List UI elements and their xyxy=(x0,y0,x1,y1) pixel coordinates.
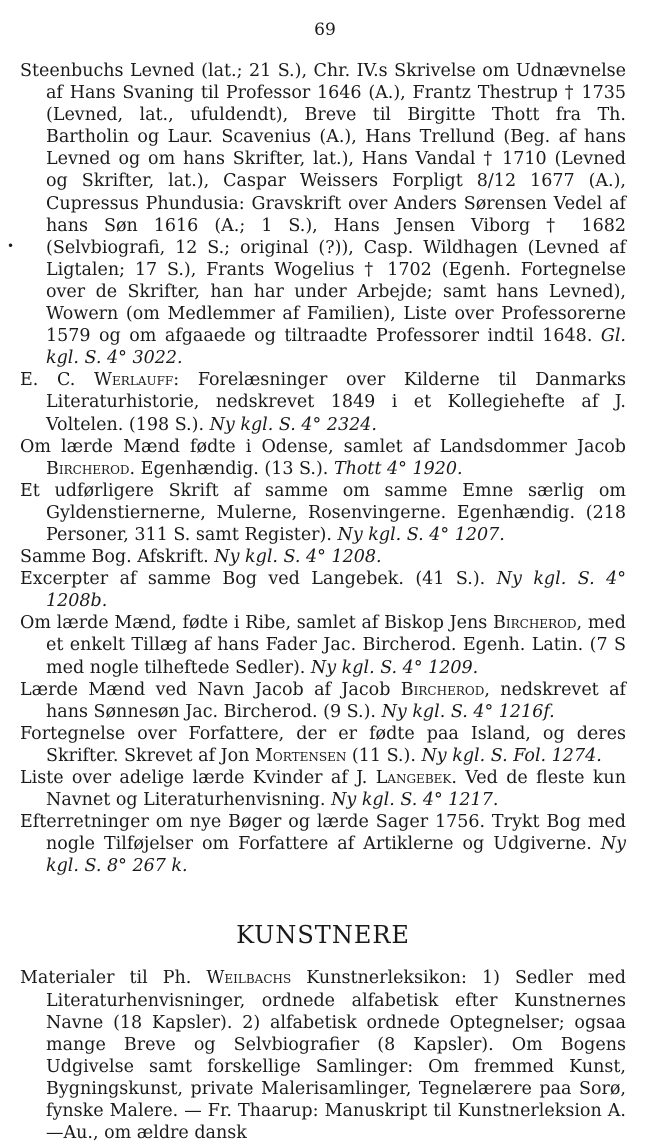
shelfmark: Ny kgl. S. 4° 1209. xyxy=(310,657,479,678)
author-name: Bircherod xyxy=(400,679,485,700)
entry-list xyxy=(20,60,626,877)
shelfmark: Ny kgl. S. 4° 2324. xyxy=(209,414,377,435)
catalog-entry xyxy=(20,767,626,811)
author-name: Werlauff xyxy=(94,370,174,391)
entry-text: , nedskrevet af hans Sønnesøn Jac. Bircherod. (9 S.). xyxy=(46,679,627,722)
shelfmark: Ny kgl. S. 8° 267 k. xyxy=(46,834,626,877)
author-name: Mortensen xyxy=(255,745,347,766)
author-name: Bircherod xyxy=(46,458,130,479)
entry-text: Samme Bog. Afskrift. xyxy=(20,547,215,568)
entry-text: , med et enkelt Tillæg af hans Fader Jac. Bircherod. Egenh. Latin. (7 S med nogle tilheftede Sedler). xyxy=(46,613,626,678)
entry-text: (11 S.). xyxy=(346,745,422,766)
shelfmark: Ny kgl. S. 4° 1208b. xyxy=(46,569,627,612)
margin-bullet: • xyxy=(7,239,15,253)
catalog-entry xyxy=(20,568,626,612)
author-name: Langebek xyxy=(375,768,452,788)
author-name: Bircherod xyxy=(493,613,577,634)
catalog-entry xyxy=(20,679,626,723)
catalog-entry xyxy=(20,612,626,678)
section-entry xyxy=(20,967,626,1144)
catalog-entry xyxy=(20,546,626,568)
shelfmark: Ny kgl. S. 4° 1208. xyxy=(214,547,382,568)
shelfmark: Gl. kgl. S. 4° 3022. xyxy=(46,326,626,369)
entry-text: Om lærde Mænd fødte i Odense, samlet af Landsdommer Jacob xyxy=(20,436,626,457)
entry-text: Materialer til Ph. xyxy=(20,968,207,989)
section-heading: KUNSTNERE xyxy=(236,921,410,950)
entry-text: Om lærde Mænd, fødte i Ribe, samlet af Biskop Jens xyxy=(20,613,493,634)
author-name: Weilbachs xyxy=(206,968,292,989)
entry-text: : Forelæsninger over Kilderne til Danmarks Literaturhistorie, nedskrevet 1849 i et Kollegiehefte af J. Voltelen. (198 S.). xyxy=(46,370,626,435)
entry-text: . Ved de fleste kun Navnet og Literaturhenvisning. xyxy=(46,768,626,811)
shelfmark: Ny kgl. S. 4° 1216f. xyxy=(381,701,555,722)
entry-text: Efterretninger om nye Bøger og lærde Sager 1756. Trykt Bog med nogle Tilføjelser om Forfattere af Artiklerne og Udgiverne. xyxy=(20,812,626,855)
entry-text: Kunstnerleksikon: 1) Sedler med Literaturhenvisninger, ordnede alfabetisk efter Kunstnernes Navne (18 Kapsler). 2) alfabetisk ordnede Optegnelser; ogsaa mange Breve og Selvbiografier (8 Kapsler). Om Bogens Udgivelse samt forskellige Samlinger: Om fremmed Kunst, Bygningskunst, private Malerisamlinger, Tegnelærere paa Sorø, fynske Malere. — Fr. Thaarup: Manuskript til Kunstnerleksion A.—Au., om ældre dansk xyxy=(46,968,626,1144)
catalog-entry xyxy=(20,369,626,435)
section-entry-list xyxy=(20,967,626,1144)
shelfmark: Thott 4° 1920. xyxy=(333,458,463,479)
page-body xyxy=(20,60,626,1144)
entry-text: Lærde Mænd ved Navn Jacob af Jacob xyxy=(20,679,401,700)
shelfmark: Ny kgl. S. 4° 1207. xyxy=(337,524,505,545)
shelfmark: Ny kgl. S. Fol. 1274. xyxy=(421,745,602,766)
catalog-entry xyxy=(20,60,626,369)
catalog-entry xyxy=(20,811,626,877)
entry-text: Et udførligere Skrift af samme om samme Emne særlig om Gyldenstiernerne, Mulerne, Rosenvingerne. Egenhændig. (218 Personer, 311 S. samt Register). xyxy=(20,480,626,545)
catalog-entry xyxy=(20,436,626,480)
catalog-entry xyxy=(20,480,626,546)
entry-text: Fortegnelse over Forfattere, der er fødte paa Island, og deres Skrifter. Skrevet af Jon xyxy=(20,723,626,766)
entry-text: Excerpter af samme Bog ved Langebek. (41 S.). xyxy=(20,569,497,590)
page-number: 69 xyxy=(314,20,336,40)
shelfmark: Ny kgl. S. 4° 1217. xyxy=(331,790,499,811)
entry-text: Steenbuchs Levned (lat.; 21 S.), Chr. IV.s Skrivelse om Udnævnelse af Hans Svaning til Professor 1646 (A.), Frantz Thestrup † 1735 (Levned, lat., ufuldendt), Breve til Birgitte Thott fra Th. Bartholin og Laur. Scavenius (A.), Hans Trellund (Beg. af hans Levned og om hans Skrifter, lat.), Hans Vandal † 1710 (Levned og Skrifter, lat.), Caspar Weissers Forpligt 8/12 1677 (A.), Cupressus Phundusia: Gravskrift over Anders Sørensen Vedel af hans Søn 1616 (A.; 1 S.), Hans Jensen Viborg † 1682 (Selvbiografi, 12 S.; original (?)), Casp. Wildhagen (Levned af Ligtalen; 17 S.), Frants Wogelius † 1702 (Egenh. Fortegnelse over de Skrifter, han har under Arbejde; samt hans Levned), Wowern (om Medlemmer af Familien), Liste over Professorerne 1579 og om afgaaede og tiltraadte Professorer indtil 1648. xyxy=(20,61,626,347)
entry-text: E. C. xyxy=(20,370,95,391)
entry-text: Liste over adelige lærde Kvinder af J. xyxy=(20,768,376,788)
entry-text: . Egenhændig. (13 S.). xyxy=(129,458,334,479)
catalog-entry xyxy=(20,723,626,767)
